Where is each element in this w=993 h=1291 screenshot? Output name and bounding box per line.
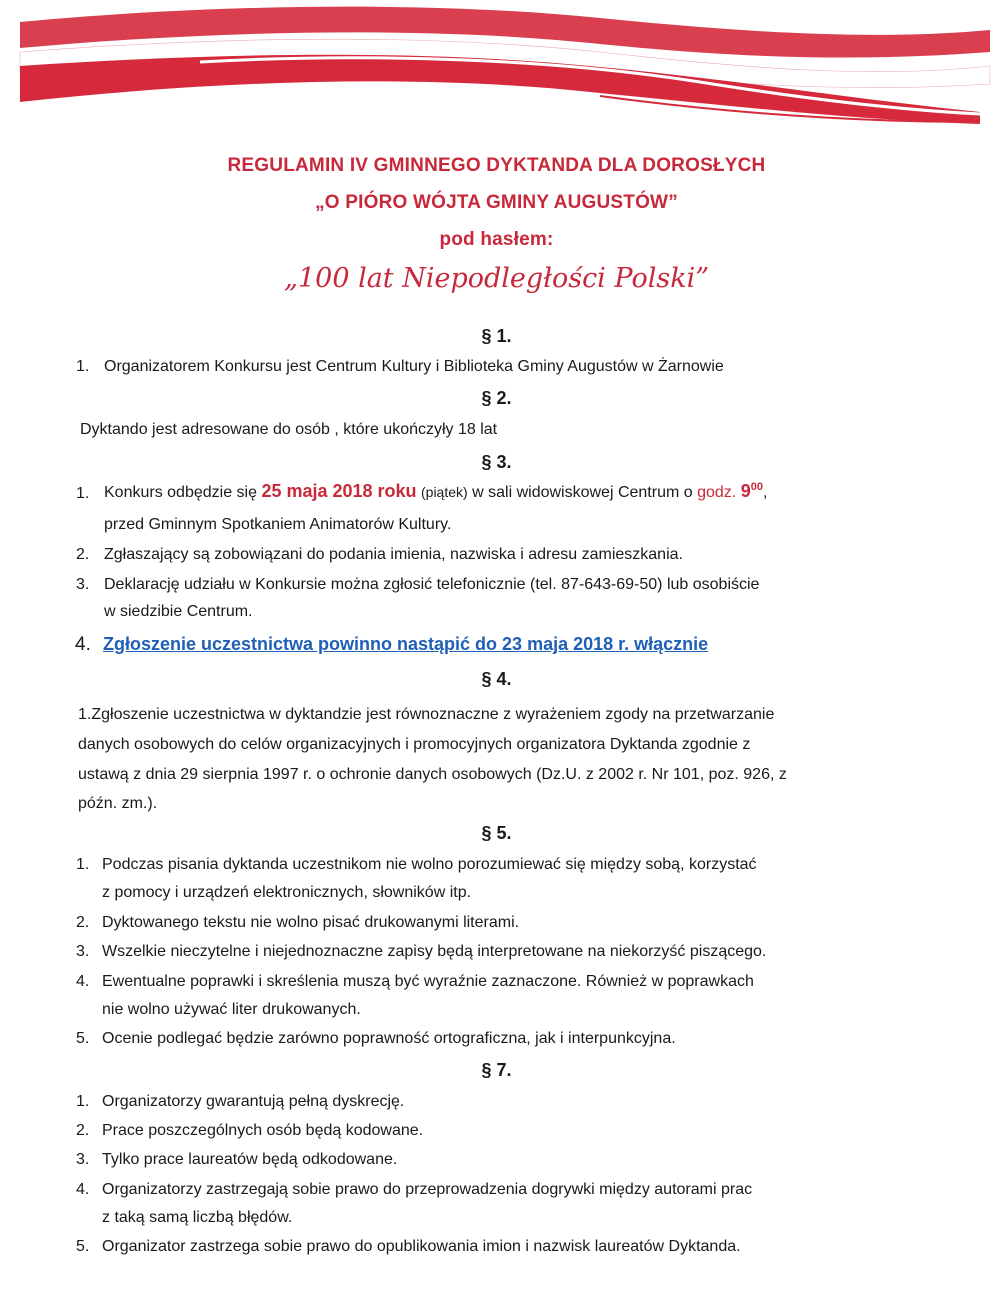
list-item: Wszelkie nieczytelne i niejednoznaczne zapisy będą interpretowane na niekorzyść piszącego. <box>102 943 767 960</box>
title-line-3: pod hasłem: <box>439 229 554 250</box>
paragraph-line: późn. zm.). <box>78 795 158 812</box>
list-number: 5. <box>76 1238 90 1255</box>
list-item: Organizatorzy gwarantują pełną dyskrecję. <box>102 1093 405 1110</box>
paragraph-line: 1.Zgłoszenie uczestnictwa w dyktandzie jest równoznaczne z wyrażeniem zgody na przetwarzanie <box>78 706 775 723</box>
list-number: 4. <box>76 973 90 990</box>
weekday: (piątek) <box>421 484 468 500</box>
list-number: 3. <box>76 943 90 960</box>
text-run: Konkurs odbędzie się <box>104 484 262 501</box>
list-number: 1. <box>76 485 90 502</box>
section-7-heading: § 7. <box>481 1060 512 1080</box>
list-item: Ewentualne poprawki i skreślenia muszą być wyraźnie zaznaczone. Również w poprawkach <box>102 973 754 990</box>
section-1-heading: § 1. <box>481 326 512 346</box>
list-item-continuation: w siedzibie Centrum. <box>104 603 253 620</box>
text-run: w sali widowiskowej Centrum o <box>467 484 698 501</box>
list-item <box>104 481 767 504</box>
event-date: 25 maja 2018 roku <box>261 481 417 501</box>
list-item: Deklarację udziału w Konkursie można zgłosić telefonicznie (tel. 87-643-69-50) lub osobiście <box>104 576 760 593</box>
list-item: Prace poszczególnych osób będą kodowane. <box>102 1122 424 1139</box>
text-run: , <box>762 484 768 501</box>
paragraph-line: ustawą z dnia 29 sierpnia 1997 r. o ochronie danych osobowych (Dz.U. z 2002 r. Nr 101, poz. 926, z <box>78 766 787 783</box>
list-number: 1. <box>76 1093 90 1110</box>
section-4-heading: § 4. <box>481 669 512 689</box>
list-item: Organizatorzy zastrzegają sobie prawo do przeprowadzenia dogrywki między autorami prac <box>102 1181 753 1198</box>
list-number: 2. <box>76 1122 90 1139</box>
title-line-2: „O PIÓRO WÓJTA GMINY AUGUSTÓW” <box>315 192 678 213</box>
flag-ribbon-banner <box>0 0 993 140</box>
event-hour: 9 <box>740 481 751 501</box>
list-item: Tylko prace laureatów będą odkodowane. <box>102 1151 398 1168</box>
list-number: 1. <box>76 358 90 375</box>
list-number: 3. <box>76 1151 90 1168</box>
list-item: Podczas pisania dyktanda uczestnikom nie wolno porozumiewać się między sobą, korzystać <box>102 856 757 873</box>
motto: „100 lat Niepodległości Polski” <box>283 263 710 294</box>
list-item-continuation: z pomocy i urządzeń elektronicznych, słowników itp. <box>102 884 472 901</box>
section-5-heading: § 5. <box>481 823 512 843</box>
list-item-continuation: nie wolno używać liter drukowanych. <box>102 1001 361 1018</box>
list-number: 2. <box>76 914 90 931</box>
list-number: 2. <box>76 546 90 563</box>
list-number: 5. <box>76 1030 90 1047</box>
list-item: Organizatorem Konkursu jest Centrum Kultury i Biblioteka Gminy Augustów w Żarnowie <box>104 358 724 375</box>
list-item: Zgłaszający są zobowiązani do podania imienia, nazwiska i adresu zamieszkania. <box>104 546 683 563</box>
list-item: Dyktowanego tekstu nie wolno pisać drukowanymi literami. <box>102 914 520 931</box>
title-line-1: REGULAMIN IV GMINNEGO DYKTANDA DLA DOROSŁYCH <box>227 155 766 176</box>
list-number: 1. <box>76 856 90 873</box>
paragraph: Dyktando jest adresowane do osób , które ukończyły 18 lat <box>80 421 498 438</box>
event-minutes: 00 <box>750 481 763 493</box>
list-item-continuation: przed Gminnym Spotkaniem Animatorów Kultury. <box>104 516 452 533</box>
paragraph-line: danych osobowych do celów organizacyjnych i promocyjnych organizatora Dyktanda zgodnie z <box>78 736 751 753</box>
list-item: Organizator zastrzega sobie prawo do opublikowania imion i nazwisk laureatów Dyktanda. <box>102 1238 741 1255</box>
deadline-notice: Zgłoszenie uczestnictwa powinno nastąpić do 23 maja 2018 r. włącznie <box>103 634 709 654</box>
list-number: 4. <box>75 634 91 655</box>
list-item-continuation: z taką samą liczbą błędów. <box>102 1209 293 1226</box>
list-number: 4. <box>76 1181 90 1198</box>
section-3-heading: § 3. <box>481 452 512 472</box>
list-item: Ocenie podlegać będzie zarówno poprawność ortograficzna, jak i interpunkcyjna. <box>102 1030 676 1047</box>
list-number: 3. <box>76 576 90 593</box>
time-label: godz. <box>697 484 737 501</box>
section-2-heading: § 2. <box>481 388 512 408</box>
